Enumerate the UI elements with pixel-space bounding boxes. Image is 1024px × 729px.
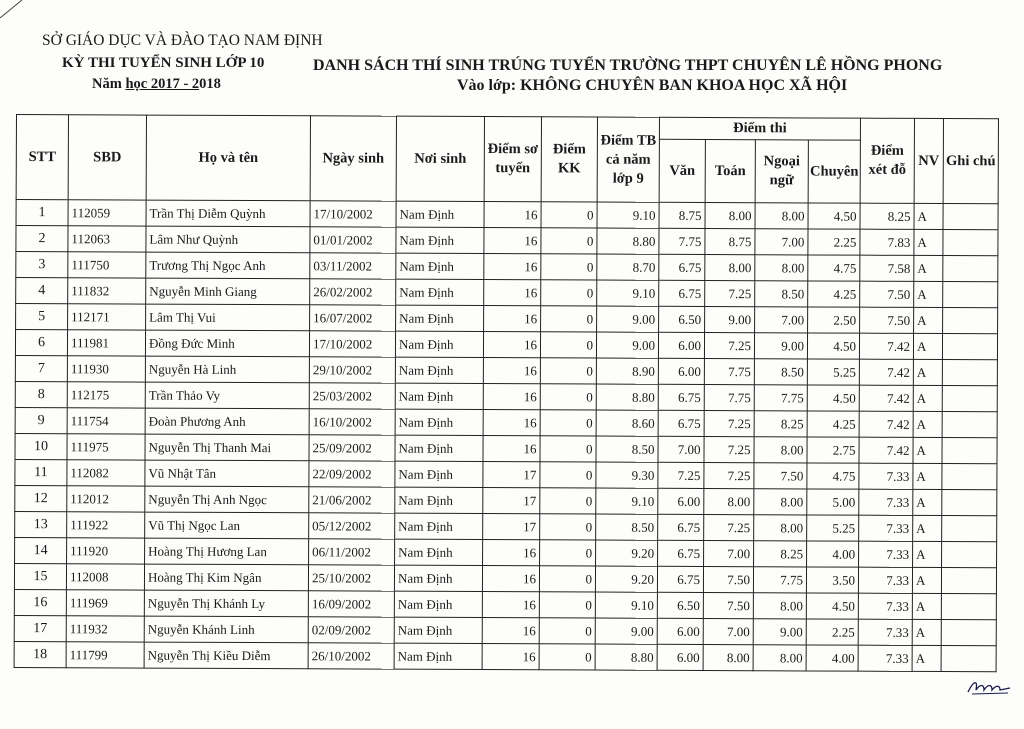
cell-toan: 8.00: [704, 489, 754, 515]
cell-stt: 9: [15, 407, 67, 433]
cell-sbd: 112059: [68, 200, 146, 226]
cell-ghi-chu: [942, 412, 997, 438]
cell-toan: 7.00: [704, 541, 754, 567]
cell-sbd: 111750: [68, 252, 146, 278]
school-year-suffix: 018: [199, 76, 221, 92]
school-year: [92, 76, 221, 93]
cell-toan: 7.50: [703, 593, 753, 619]
cell-van: 8.75: [659, 202, 705, 228]
cell-kk: 0: [539, 592, 595, 618]
cell-nv: A: [913, 541, 942, 567]
cell-stt: 12: [15, 485, 67, 511]
cell-dob: 03/11/2002: [310, 253, 396, 279]
cell-tb: 9.00: [597, 306, 659, 332]
cell-so-tuyen: 16: [483, 410, 540, 436]
cell-kk: 0: [540, 540, 596, 566]
cell-pob: Nam Định: [395, 357, 483, 383]
cell-name: Lâm Như Quỳnh: [146, 226, 310, 253]
cell-van: 7.00: [658, 436, 704, 462]
cell-xet-do: 7.42: [859, 359, 913, 385]
cell-xet-do: 7.33: [859, 515, 913, 541]
cell-so-tuyen: 16: [482, 592, 539, 618]
cell-pob: Nam Định: [395, 331, 483, 357]
cell-dob: 05/12/2002: [309, 513, 395, 539]
cell-chuyen: 4.50: [808, 203, 860, 229]
cell-pob: Nam Định: [396, 279, 484, 305]
cell-xet-do: 7.83: [860, 229, 914, 255]
cell-nv: A: [913, 463, 942, 489]
signature: [966, 676, 1012, 698]
cell-tb: 9.30: [596, 462, 658, 488]
cell-ghi-chu: [942, 334, 997, 360]
class-line: Vào lớp: KHÔNG CHUYÊN BAN KHOA HỌC XÃ HỘI: [457, 77, 848, 94]
cell-dob: 29/10/2002: [309, 357, 395, 383]
cell-chuyen: 4.25: [807, 411, 859, 437]
cell-dob: 22/09/2002: [309, 461, 395, 487]
cell-dob: 01/01/2002: [310, 227, 396, 253]
cell-toan: 8.00: [703, 645, 753, 671]
cell-tb: 8.80: [596, 384, 658, 410]
cell-kk: 0: [540, 462, 596, 488]
cell-tb: 9.00: [595, 618, 657, 644]
cell-sbd: 112175: [67, 382, 145, 408]
cell-name: Nguyễn Thị Anh Ngọc: [145, 486, 309, 513]
cell-dob: 06/11/2002: [309, 539, 395, 565]
cell-nv: A: [912, 619, 941, 645]
cell-tb: 8.50: [596, 436, 658, 462]
cell-name: Vũ Nhật Tân: [145, 460, 309, 487]
cell-name: Nguyễn Thị Kiều Diễm: [144, 642, 308, 669]
cell-pob: Nam Định: [395, 383, 483, 409]
cell-toan: 7.25: [704, 463, 754, 489]
col-exam-group: Điểm thi: [659, 117, 860, 140]
cell-kk: 0: [541, 202, 597, 228]
cell-sbd: 111930: [67, 356, 145, 382]
cell-sbd: 111922: [67, 512, 145, 538]
cell-stt: 18: [14, 641, 66, 667]
cell-stt: 7: [15, 355, 67, 381]
cell-chuyen: 4.00: [806, 645, 858, 671]
cell-kk: 0: [539, 618, 595, 644]
cell-name: Nguyễn Khánh Linh: [144, 616, 308, 643]
cell-van: 6.75: [658, 384, 704, 410]
cell-so-tuyen: 16: [483, 358, 540, 384]
admission-table: [14, 114, 999, 672]
cell-name: Nguyễn Minh Giang: [146, 278, 310, 305]
cell-van: 6.75: [658, 514, 704, 540]
cell-ngoai-ngu: 7.00: [755, 229, 808, 255]
cell-van: 6.50: [659, 306, 705, 332]
cell-van: 6.75: [658, 410, 704, 436]
cell-sbd: 111975: [67, 434, 145, 460]
col-xet-do: Điểm xét đỗ: [860, 118, 914, 203]
cell-kk: 0: [540, 332, 596, 358]
cell-stt: 14: [15, 537, 67, 563]
cell-ghi-chu: [942, 542, 997, 568]
cell-nv: A: [914, 203, 943, 229]
cell-dob: 25/03/2002: [309, 383, 395, 409]
col-nv: NV: [914, 118, 943, 203]
cell-ngoai-ngu: 8.00: [753, 645, 806, 671]
cell-sbd: 111799: [66, 642, 144, 668]
cell-sbd: 112063: [68, 226, 146, 252]
cell-dob: 25/09/2002: [309, 435, 395, 461]
cell-name: Hoàng Thị Hương Lan: [145, 538, 309, 565]
cell-ghi-chu: [941, 594, 996, 620]
cell-tb: 9.10: [596, 488, 658, 514]
cell-ngoai-ngu: 7.00: [755, 307, 808, 333]
cell-nv: A: [913, 411, 942, 437]
exam-name: KỲ THI TUYỂN SINH LỚP 10: [62, 55, 265, 71]
cell-chuyen: 2.25: [808, 229, 860, 255]
cell-stt: 4: [16, 278, 68, 304]
cell-nv: A: [914, 255, 943, 281]
cell-kk: 0: [541, 228, 597, 254]
cell-tb: 9.10: [597, 280, 659, 306]
cell-tb: 8.80: [595, 644, 657, 670]
cell-ngoai-ngu: 7.50: [754, 463, 807, 489]
cell-ngoai-ngu: 8.50: [754, 359, 807, 385]
cell-sbd: 112171: [68, 304, 146, 330]
cell-kk: 0: [541, 306, 597, 332]
cell-stt: 13: [15, 511, 67, 537]
cell-stt: 15: [14, 563, 66, 589]
cell-xet-do: 7.33: [858, 593, 912, 619]
col-so-tuyen: Điểm sơ tuyển: [484, 117, 541, 202]
cell-nv: A: [913, 385, 942, 411]
col-chuyen: Chuyên: [808, 140, 860, 203]
cell-van: 7.75: [659, 228, 705, 254]
cell-chuyen: 5.25: [807, 515, 859, 541]
cell-nv: A: [914, 307, 943, 333]
cell-kk: 0: [541, 254, 597, 280]
cell-kk: 0: [540, 488, 596, 514]
cell-xet-do: 7.33: [858, 567, 912, 593]
table-row: [14, 641, 996, 671]
school-year-underlined: học 2017 - 2: [125, 76, 200, 92]
col-stt: STT: [16, 115, 68, 200]
cell-tb: 9.10: [597, 202, 659, 228]
cell-pob: Nam Định: [395, 539, 483, 565]
cell-name: Trần Thị Diễm Quỳnh: [146, 200, 310, 227]
cell-kk: 0: [540, 410, 596, 436]
cell-pob: Nam Định: [395, 487, 483, 513]
cell-tb: 8.60: [596, 410, 658, 436]
cell-stt: 11: [15, 459, 67, 485]
cell-toan: 7.75: [704, 359, 754, 385]
cell-chuyen: 5.00: [807, 489, 859, 515]
cell-name: Trương Thị Ngọc Anh: [146, 252, 310, 279]
cell-ghi-chu: [942, 360, 997, 386]
cell-kk: 0: [540, 436, 596, 462]
cell-ghi-chu: [942, 386, 997, 412]
col-name: Họ và tên: [146, 115, 310, 201]
cell-xet-do: 7.33: [858, 619, 912, 645]
cell-ghi-chu: [943, 308, 998, 334]
cell-stt: 2: [16, 226, 68, 252]
cell-toan: 8.00: [705, 255, 755, 281]
cell-chuyen: 4.00: [807, 541, 859, 567]
cell-chuyen: 5.25: [807, 359, 859, 385]
cell-tb: 9.10: [595, 592, 657, 618]
cell-name: Lâm Thị Vui: [146, 304, 310, 331]
cell-pob: Nam Định: [394, 565, 482, 591]
cell-chuyen: 3.50: [806, 567, 858, 593]
cell-so-tuyen: 16: [484, 306, 541, 332]
cell-kk: 0: [539, 566, 595, 592]
corner-scan-mark: [0, 0, 40, 30]
cell-toan: 7.00: [703, 619, 753, 645]
cell-pob: Nam Định: [396, 253, 484, 279]
cell-nv: A: [912, 645, 941, 671]
cell-chuyen: 4.50: [807, 385, 859, 411]
col-ngoai-ngu: Ngoại ngữ: [755, 140, 808, 203]
cell-pob: Nam Định: [395, 435, 483, 461]
cell-so-tuyen: 17: [483, 488, 540, 514]
cell-ngoai-ngu: 8.00: [754, 437, 807, 463]
cell-stt: 5: [16, 304, 68, 330]
cell-tb: 9.20: [596, 540, 658, 566]
cell-ngoai-ngu: 7.75: [754, 385, 807, 411]
cell-pob: Nam Định: [395, 409, 483, 435]
cell-stt: 6: [15, 330, 67, 356]
cell-kk: 0: [540, 384, 596, 410]
cell-ngoai-ngu: 9.00: [754, 333, 807, 359]
cell-van: 6.00: [657, 618, 703, 644]
cell-van: 6.75: [659, 254, 705, 280]
cell-sbd: 112008: [66, 564, 144, 590]
cell-dob: 26/02/2002: [310, 279, 396, 305]
cell-ghi-chu: [943, 256, 998, 282]
cell-so-tuyen: 16: [483, 436, 540, 462]
cell-kk: 0: [541, 280, 597, 306]
col-toan: Toán: [705, 140, 755, 203]
cell-so-tuyen: 16: [483, 540, 540, 566]
col-pob: Nơi sinh: [396, 116, 484, 201]
cell-xet-do: 7.58: [860, 255, 914, 281]
cell-so-tuyen: 16: [484, 202, 541, 228]
cell-ghi-chu: [942, 516, 997, 542]
cell-toan: 7.25: [704, 515, 754, 541]
cell-nv: A: [913, 359, 942, 385]
cell-stt: 17: [14, 615, 66, 641]
list-title: DANH SÁCH THÍ SINH TRÚNG TUYỂN TRƯỜNG THPT CHUYÊN LÊ HỒNG PHONG: [313, 57, 943, 74]
cell-ghi-chu: [942, 464, 997, 490]
cell-nv: A: [913, 437, 942, 463]
cell-ngoai-ngu: 7.75: [753, 567, 806, 593]
cell-ghi-chu: [941, 620, 996, 646]
cell-van: 6.00: [658, 488, 704, 514]
cell-chuyen: 4.25: [808, 281, 860, 307]
cell-sbd: 112012: [67, 486, 145, 512]
cell-nv: A: [914, 281, 943, 307]
cell-chuyen: 4.50: [807, 333, 859, 359]
cell-tb: 8.90: [596, 358, 658, 384]
cell-dob: 26/10/2002: [308, 643, 394, 669]
cell-van: 6.00: [658, 332, 704, 358]
col-sbd: SBD: [68, 115, 146, 200]
cell-ngoai-ngu: 8.00: [754, 489, 807, 515]
cell-ghi-chu: [943, 282, 998, 308]
cell-dob: 17/10/2002: [309, 331, 395, 357]
cell-nv: A: [912, 593, 941, 619]
school-year-prefix: Năm: [92, 76, 126, 92]
col-kk: Điểm KK: [541, 117, 597, 202]
cell-tb: 8.80: [597, 228, 659, 254]
cell-chuyen: 2.75: [807, 437, 859, 463]
cell-tb: 8.70: [597, 254, 659, 280]
col-tb: Điểm TB cả năm lớp 9: [597, 117, 659, 202]
cell-tb: 9.00: [596, 332, 658, 358]
cell-ngoai-ngu: 8.00: [755, 203, 808, 229]
cell-name: Trần Thảo Vy: [145, 382, 309, 409]
cell-stt: 16: [14, 589, 66, 615]
cell-nv: A: [913, 515, 942, 541]
cell-xet-do: 7.33: [859, 541, 913, 567]
cell-van: 7.25: [658, 462, 704, 488]
department-name: SỞ GIÁO DỤC VÀ ĐÀO TẠO NAM ĐỊNH: [42, 32, 323, 49]
cell-toan: 7.25: [704, 411, 754, 437]
cell-sbd: 111754: [67, 408, 145, 434]
cell-ngoai-ngu: 8.25: [754, 541, 807, 567]
cell-pob: Nam Định: [394, 617, 482, 643]
cell-kk: 0: [539, 644, 595, 670]
cell-xet-do: 7.33: [859, 463, 913, 489]
cell-sbd: 111981: [67, 330, 145, 356]
cell-xet-do: 7.50: [860, 281, 914, 307]
cell-name: Đoàn Phương Anh: [145, 408, 309, 435]
cell-sbd: 111832: [68, 278, 146, 304]
col-van: Văn: [659, 139, 705, 202]
cell-pob: Nam Định: [395, 461, 483, 487]
table-body: [14, 200, 998, 672]
cell-name: Vũ Thị Ngọc Lan: [145, 512, 309, 539]
cell-name: Nguyễn Thị Thanh Mai: [145, 434, 309, 461]
cell-ngoai-ngu: 8.00: [755, 255, 808, 281]
cell-toan: 9.00: [705, 307, 755, 333]
cell-name: Nguyễn Hà Linh: [145, 356, 309, 383]
cell-kk: 0: [540, 358, 596, 384]
cell-name: Nguyễn Thị Khánh Ly: [144, 590, 308, 617]
cell-ngoai-ngu: 8.00: [754, 515, 807, 541]
cell-xet-do: 7.33: [859, 489, 913, 515]
cell-chuyen: 4.75: [808, 255, 860, 281]
cell-chuyen: 4.50: [806, 593, 858, 619]
cell-so-tuyen: 16: [483, 332, 540, 358]
cell-xet-do: 8.25: [860, 203, 914, 229]
cell-kk: 0: [540, 514, 596, 540]
cell-toan: 7.25: [704, 437, 754, 463]
cell-name: Đồng Đức Minh: [145, 330, 309, 357]
col-ghi-chu: Ghi chú: [943, 119, 998, 204]
cell-chuyen: 4.75: [807, 463, 859, 489]
cell-pob: Nam Định: [396, 227, 484, 253]
cell-toan: 8.75: [705, 229, 755, 255]
cell-sbd: 111969: [66, 590, 144, 616]
cell-chuyen: 2.50: [808, 307, 860, 333]
cell-xet-do: 7.42: [859, 437, 913, 463]
cell-nv: A: [913, 333, 942, 359]
cell-toan: 8.00: [705, 203, 755, 229]
cell-xet-do: 7.42: [859, 333, 913, 359]
cell-ghi-chu: [942, 490, 997, 516]
cell-so-tuyen: 17: [483, 462, 540, 488]
cell-stt: 1: [16, 200, 68, 226]
cell-dob: 16/09/2002: [308, 591, 394, 617]
cell-pob: Nam Định: [395, 513, 483, 539]
cell-ghi-chu: [942, 438, 997, 464]
cell-toan: 7.25: [704, 333, 754, 359]
cell-nv: A: [912, 567, 941, 593]
cell-pob: Nam Định: [394, 591, 482, 617]
cell-van: 6.00: [657, 644, 703, 670]
cell-so-tuyen: 17: [483, 514, 540, 540]
col-dob: Ngày sinh: [310, 116, 396, 201]
cell-nv: A: [914, 229, 943, 255]
cell-nv: A: [913, 489, 942, 515]
cell-pob: Nam Định: [396, 201, 484, 227]
cell-so-tuyen: 16: [483, 384, 540, 410]
cell-dob: 16/10/2002: [309, 409, 395, 435]
cell-pob: Nam Định: [394, 643, 482, 669]
cell-dob: 25/10/2002: [308, 565, 394, 591]
cell-sbd: 112082: [67, 460, 145, 486]
cell-tb: 8.50: [596, 514, 658, 540]
cell-so-tuyen: 16: [484, 228, 541, 254]
cell-so-tuyen: 16: [484, 280, 541, 306]
cell-stt: 8: [15, 381, 67, 407]
cell-ghi-chu: [943, 204, 998, 230]
cell-toan: 7.50: [703, 567, 753, 593]
cell-van: 6.50: [657, 592, 703, 618]
cell-dob: 17/10/2002: [310, 201, 396, 227]
cell-stt: 3: [16, 252, 68, 278]
cell-van: 6.75: [658, 540, 704, 566]
cell-dob: 21/06/2002: [309, 487, 395, 513]
cell-so-tuyen: 16: [482, 566, 539, 592]
cell-dob: 02/09/2002: [308, 617, 394, 643]
cell-chuyen: 2.25: [806, 619, 858, 645]
cell-name: Hoàng Thị Kim Ngân: [144, 564, 308, 591]
cell-toan: 7.75: [704, 385, 754, 411]
cell-ghi-chu: [943, 230, 998, 256]
cell-tb: 9.20: [595, 566, 657, 592]
cell-ghi-chu: [941, 568, 996, 594]
cell-ngoai-ngu: 8.25: [754, 411, 807, 437]
cell-stt: 10: [15, 433, 67, 459]
cell-pob: Nam Định: [396, 305, 484, 331]
cell-xet-do: 7.50: [860, 307, 914, 333]
cell-ghi-chu: [941, 646, 996, 672]
cell-toan: 7.25: [705, 281, 755, 307]
cell-sbd: 111920: [67, 538, 145, 564]
cell-dob: 16/07/2002: [310, 305, 396, 331]
cell-ngoai-ngu: 8.50: [755, 281, 808, 307]
cell-ngoai-ngu: 9.00: [753, 619, 806, 645]
cell-van: 6.75: [657, 566, 703, 592]
cell-so-tuyen: 16: [482, 644, 539, 670]
cell-so-tuyen: 16: [484, 254, 541, 280]
cell-van: 6.00: [658, 358, 704, 384]
cell-xet-do: 7.42: [859, 411, 913, 437]
cell-van: 6.75: [659, 280, 705, 306]
cell-so-tuyen: 16: [482, 618, 539, 644]
cell-ngoai-ngu: 8.00: [753, 593, 806, 619]
cell-xet-do: 7.33: [858, 645, 912, 671]
cell-sbd: 111932: [66, 616, 144, 642]
cell-xet-do: 7.42: [859, 385, 913, 411]
